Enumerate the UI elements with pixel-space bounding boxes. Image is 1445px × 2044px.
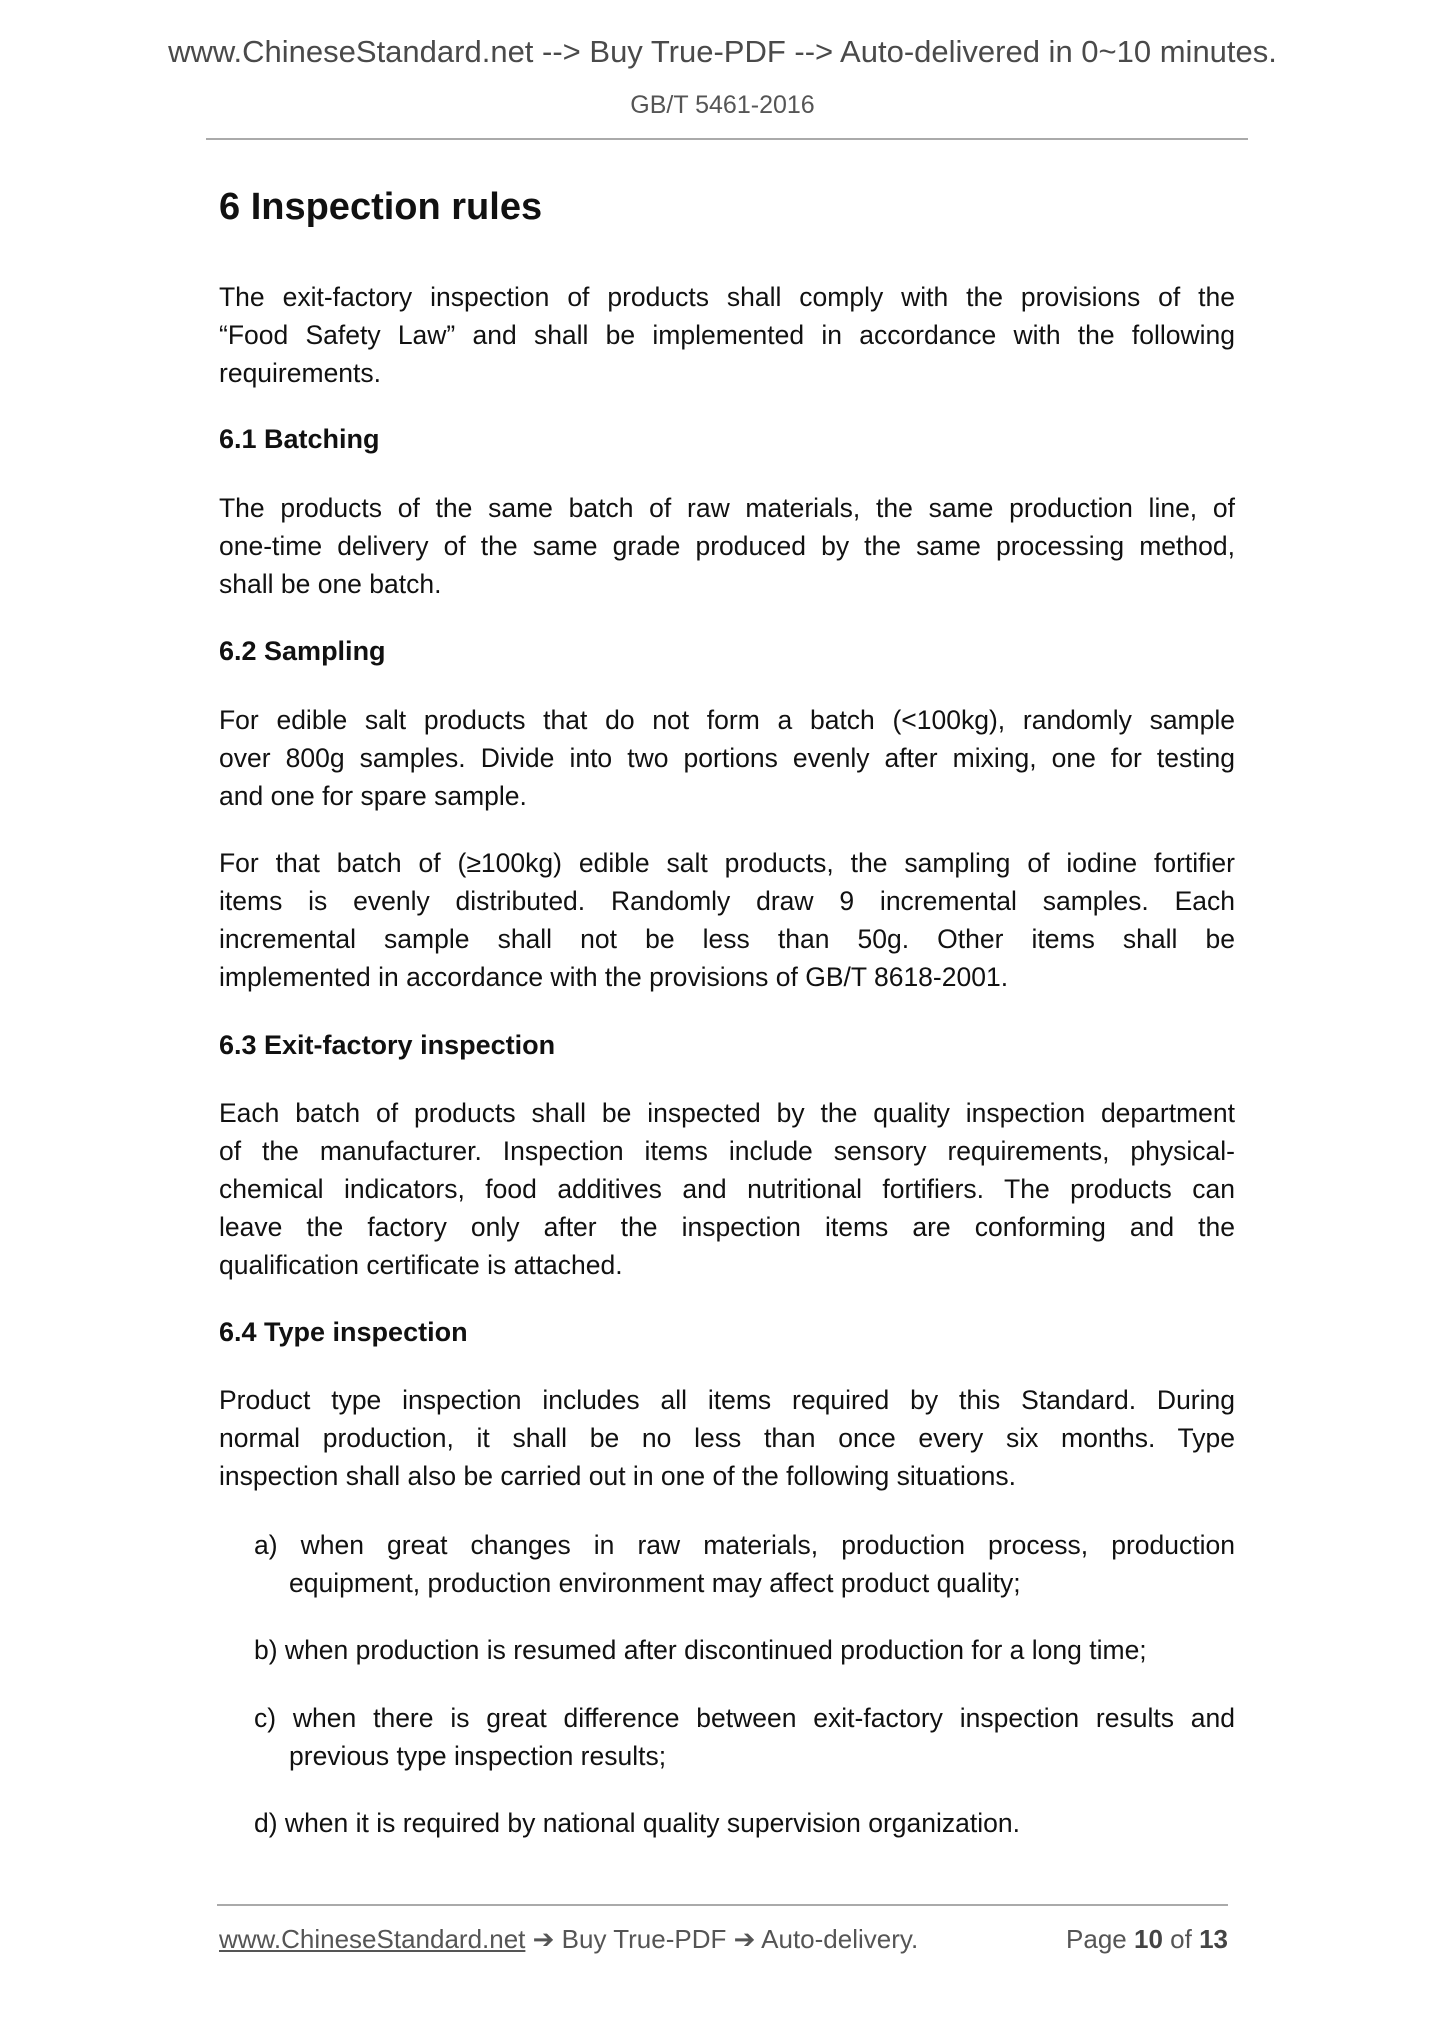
intro-paragraph bbox=[219, 278, 1235, 392]
text-line: The products of the same batch of raw materials, the same production line, of bbox=[219, 493, 1235, 523]
text-line: The exit-factory inspection of products shall comply with the provisions of the bbox=[219, 282, 1235, 312]
text-line: inspection shall also be carried out in one of the following situations. bbox=[219, 1461, 1016, 1491]
text-line: and one for spare sample. bbox=[219, 781, 527, 811]
text-line: Product type inspection includes all items required by this Standard. During bbox=[219, 1385, 1235, 1415]
page-total: 13 bbox=[1199, 1924, 1228, 1954]
footer bbox=[219, 1924, 1228, 1955]
text-line: of the manufacturer. Inspection items include sensory requirements, physical- bbox=[219, 1136, 1235, 1166]
subsection-title-6-4: 6.4 Type inspection bbox=[219, 1317, 468, 1347]
text-line: requirements. bbox=[219, 358, 382, 388]
text-line: For edible salt products that do not form a batch (<100kg), randomly sample bbox=[219, 705, 1235, 735]
text-line: “Food Safety Law” and shall be implemented in accordance with the following bbox=[219, 320, 1235, 350]
text-line: leave the factory only after the inspection items are conforming and the bbox=[219, 1212, 1235, 1242]
page-number: 10 bbox=[1134, 1924, 1163, 1954]
list-item-c bbox=[254, 1699, 1235, 1775]
document-code: GB/T 5461-2016 bbox=[630, 91, 815, 119]
section-title: 6 Inspection rules bbox=[219, 186, 543, 228]
text-line: normal production, it shall be no less than once every six months. Type bbox=[219, 1423, 1235, 1453]
text-line: shall be one batch. bbox=[219, 569, 442, 599]
footer-divider bbox=[217, 1904, 1228, 1906]
text-line: b) when production is resumed after discontinued production for a long time; bbox=[254, 1635, 1147, 1665]
text-line: incremental sample shall not be less than 50g. Other items shall be bbox=[219, 924, 1235, 954]
page-label: Page bbox=[1066, 1924, 1127, 1954]
text-line: c) when there is great difference between exit-factory inspection results and bbox=[254, 1703, 1235, 1733]
type-inspection-paragraph bbox=[219, 1381, 1235, 1495]
exit-factory-paragraph bbox=[219, 1094, 1235, 1284]
text-line: d) when it is required by national quality supervision organization. bbox=[254, 1808, 1020, 1838]
text-line: a) when great changes in raw materials, production process, production bbox=[254, 1530, 1235, 1560]
of-label: of bbox=[1170, 1924, 1192, 1954]
text-line: qualification certificate is attached. bbox=[219, 1250, 623, 1280]
subsection-title-6-1: 6.1 Batching bbox=[219, 424, 380, 454]
subsection-title-6-2: 6.2 Sampling bbox=[219, 636, 386, 666]
footer-text: ➔ Buy True-PDF ➔ Auto-delivery. bbox=[525, 1924, 919, 1954]
footer-site-link[interactable]: www.ChineseStandard.net bbox=[219, 1924, 526, 1954]
text-line: implemented in accordance with the provisions of GB/T 8618-2001. bbox=[219, 962, 1009, 992]
text-line: one-time delivery of the same grade produced by the same processing method, bbox=[219, 531, 1235, 561]
top-banner: www.ChineseStandard.net --> Buy True-PDF --> Auto-delivered in 0~10 minutes. bbox=[168, 34, 1277, 69]
list-item-b bbox=[254, 1631, 1235, 1669]
text-line: over 800g samples. Divide into two portions evenly after mixing, one for testing bbox=[219, 743, 1235, 773]
sampling-paragraph-1 bbox=[219, 701, 1235, 815]
text-line: equipment, production environment may affect product quality; bbox=[289, 1568, 1021, 1598]
sampling-paragraph-2 bbox=[219, 844, 1235, 996]
page-indicator bbox=[1066, 1924, 1228, 1955]
batching-paragraph bbox=[219, 489, 1235, 603]
text-line: chemical indicators, food additives and nutritional fortifiers. The products can bbox=[219, 1174, 1235, 1204]
list-item-a bbox=[254, 1526, 1235, 1602]
text-line: For that batch of (≥100kg) edible salt products, the sampling of iodine fortifier bbox=[219, 848, 1235, 878]
list-item-d bbox=[254, 1804, 1235, 1842]
text-line: previous type inspection results; bbox=[289, 1741, 667, 1771]
header-divider bbox=[206, 138, 1248, 140]
text-line: items is evenly distributed. Randomly draw 9 incremental samples. Each bbox=[219, 886, 1235, 916]
subsection-title-6-3: 6.3 Exit-factory inspection bbox=[219, 1030, 556, 1060]
text-line: Each batch of products shall be inspected by the quality inspection department bbox=[219, 1098, 1235, 1128]
